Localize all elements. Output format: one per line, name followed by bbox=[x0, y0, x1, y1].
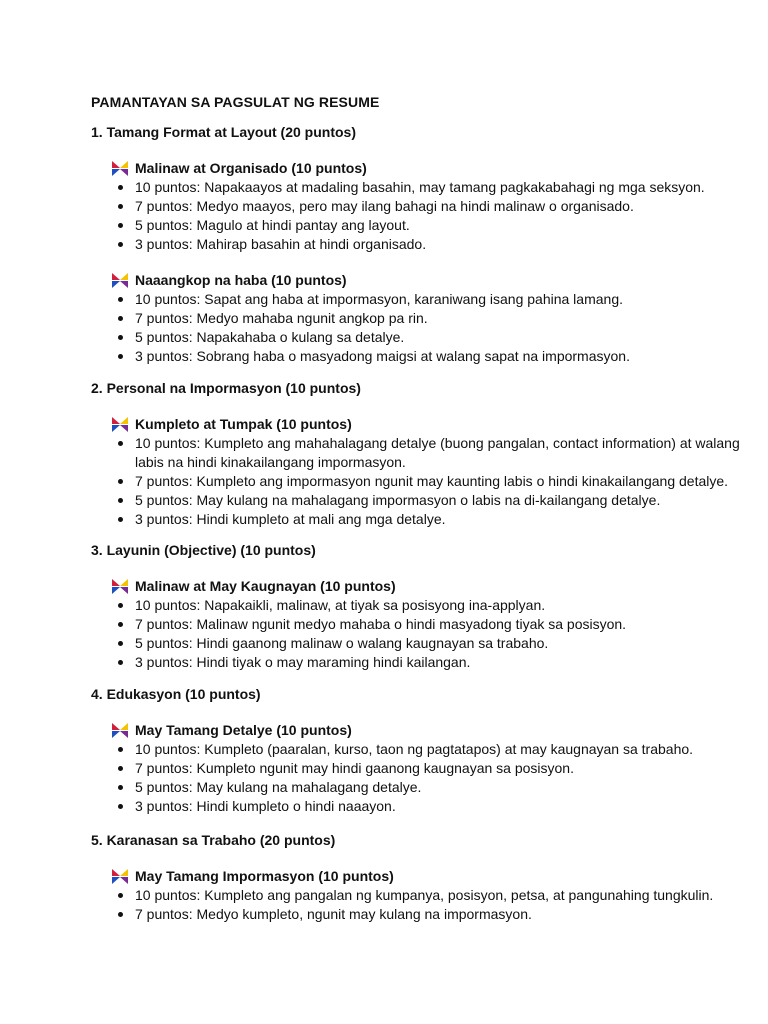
subsection-naaangkop-haba bbox=[91, 271, 691, 366]
arrow-bullet-icon bbox=[112, 161, 128, 176]
arrow-bullet-icon bbox=[112, 723, 128, 738]
section-work-experience bbox=[91, 831, 714, 924]
list-item: 10 puntos: Kumpleto (paaralan, kurso, taon ng pagtatapos) at may kaugnayan sa trabaho. bbox=[91, 740, 691, 759]
section-format-layout bbox=[91, 123, 705, 366]
section-title: 3. Layunin (Objective) (10 puntos) bbox=[91, 542, 316, 558]
bullet-dot bbox=[118, 354, 123, 359]
subsection-malinaw-organisado bbox=[91, 159, 705, 254]
bullet-dot bbox=[118, 335, 123, 340]
list-item: 5 puntos: May kulang na mahalagang impormasyon o labis na di-kailangang detalye. bbox=[91, 491, 691, 510]
list-item: 7 puntos: Malinaw ngunit medyo mahaba o hindi masyadong tiyak sa posisyon. bbox=[91, 615, 691, 634]
arrow-bullet-icon bbox=[112, 417, 128, 432]
section-education bbox=[91, 685, 694, 816]
subsection-title bbox=[91, 159, 691, 178]
bullet-dot bbox=[118, 785, 123, 790]
bullet-dot bbox=[118, 641, 123, 646]
criteria-list bbox=[91, 886, 714, 924]
bullet-dot bbox=[118, 242, 123, 247]
section-objective bbox=[91, 541, 691, 672]
subsection-title bbox=[91, 867, 691, 886]
list-item: 5 puntos: Magulo at hindi pantay ang layout. bbox=[91, 216, 691, 235]
list-item: 7 puntos: Medyo maayos, pero may ilang bahagi na hindi malinaw o organisado. bbox=[91, 197, 691, 216]
bullet-dot bbox=[118, 622, 123, 627]
list-item: 5 puntos: Napakahaba o kulang sa detalye. bbox=[91, 328, 691, 347]
criteria-list bbox=[91, 740, 694, 816]
list-item: 3 puntos: Hindi kumpleto at mali ang mga detalye. bbox=[91, 510, 691, 529]
criteria-list bbox=[91, 290, 691, 366]
subsection-title-text: Malinaw at Organisado (10 puntos) bbox=[135, 160, 367, 176]
subsection-kumpleto-tumpak bbox=[91, 415, 740, 529]
subsection-title bbox=[91, 271, 691, 290]
arrow-bullet-icon bbox=[112, 273, 128, 288]
list-item: 7 puntos: Kumpleto ang impormasyon ngunit may kaunting labis o hindi kinakailangang detalye. bbox=[91, 472, 691, 491]
list-item: 10 puntos: Napakaayos at madaling basahin, may tamang pagkakabahagi ng mga seksyon. bbox=[91, 178, 691, 197]
arrow-bullet-icon bbox=[112, 579, 128, 594]
list-item: 3 puntos: Mahirap basahin at hindi organisado. bbox=[91, 235, 691, 254]
criteria-list bbox=[91, 178, 705, 254]
subsection-title-text: Malinaw at May Kaugnayan (10 puntos) bbox=[135, 578, 396, 594]
bullet-dot bbox=[118, 204, 123, 209]
list-item: 10 puntos: Kumpleto ang pangalan ng kumpanya, posisyon, petsa, at pangunahing tungkulin. bbox=[91, 886, 691, 905]
section-title: 2. Personal na Impormasyon (10 puntos) bbox=[91, 380, 361, 396]
criteria-list bbox=[91, 596, 691, 672]
bullet-dot bbox=[118, 498, 123, 503]
bullet-dot bbox=[118, 441, 123, 446]
subsection-tamang-impormasyon bbox=[91, 867, 714, 924]
bullet-dot bbox=[118, 316, 123, 321]
bullet-dot bbox=[118, 517, 123, 522]
document-title: PAMANTAYAN SA PAGSULAT NG RESUME bbox=[91, 94, 380, 110]
bullet-dot bbox=[118, 912, 123, 917]
subsection-title-text: Naaangkop na haba (10 puntos) bbox=[135, 272, 347, 288]
list-item: 3 puntos: Sobrang haba o masyadong maigsi at walang sapat na impormasyon. bbox=[91, 347, 691, 366]
bullet-dot bbox=[118, 185, 123, 190]
bullet-dot bbox=[118, 479, 123, 484]
list-item: 10 puntos: Napakaikli, malinaw, at tiyak sa posisyong ina-applyan. bbox=[91, 596, 691, 615]
subsection-title bbox=[91, 721, 691, 740]
list-item: 5 puntos: May kulang na mahalagang detalye. bbox=[91, 778, 691, 797]
section-title: 5. Karanasan sa Trabaho (20 puntos) bbox=[91, 832, 336, 848]
subsection-title bbox=[91, 577, 691, 596]
bullet-dot bbox=[118, 766, 123, 771]
arrow-bullet-icon bbox=[112, 869, 128, 884]
subsection-tamang-detalye bbox=[91, 721, 694, 816]
subsection-title-text: May Tamang Impormasyon (10 puntos) bbox=[135, 868, 394, 884]
list-item: 7 puntos: Kumpleto ngunit may hindi gaanong kaugnayan sa posisyon. bbox=[91, 759, 691, 778]
section-title: 1. Tamang Format at Layout (20 puntos) bbox=[91, 124, 356, 140]
bullet-dot bbox=[118, 297, 123, 302]
bullet-dot bbox=[118, 603, 123, 608]
subsection-title-text: May Tamang Detalye (10 puntos) bbox=[135, 722, 352, 738]
list-item: 5 puntos: Hindi gaanong malinaw o walang kaugnayan sa trabaho. bbox=[91, 634, 691, 653]
list-item: 10 puntos: Sapat ang haba at impormasyon, karaniwang isang pahina lamang. bbox=[91, 290, 691, 309]
list-item: 3 puntos: Hindi kumpleto o hindi naaayon. bbox=[91, 797, 691, 816]
section-personal-info bbox=[91, 379, 740, 529]
bullet-dot bbox=[118, 223, 123, 228]
subsection-title-text: Kumpleto at Tumpak (10 puntos) bbox=[135, 416, 352, 432]
bullet-dot bbox=[118, 893, 123, 898]
list-item: 7 puntos: Medyo mahaba ngunit angkop pa rin. bbox=[91, 309, 691, 328]
subsection-malinaw-kaugnayan bbox=[91, 577, 691, 672]
bullet-dot bbox=[118, 747, 123, 752]
bullet-dot bbox=[118, 660, 123, 665]
criteria-list bbox=[91, 434, 740, 529]
subsection-title bbox=[91, 415, 691, 434]
bullet-dot bbox=[118, 804, 123, 809]
section-title: 4. Edukasyon (10 puntos) bbox=[91, 686, 261, 702]
list-item: 3 puntos: Hindi tiyak o may maraming hindi kailangan. bbox=[91, 653, 691, 672]
list-item: 7 puntos: Medyo kumpleto, ngunit may kulang na impormasyon. bbox=[91, 905, 691, 924]
list-item: 10 puntos: Kumpleto ang mahahalagang detalye (buong pangalan, contact information) at walang labis na hindi kinakailangang impormasyon. bbox=[91, 434, 691, 472]
